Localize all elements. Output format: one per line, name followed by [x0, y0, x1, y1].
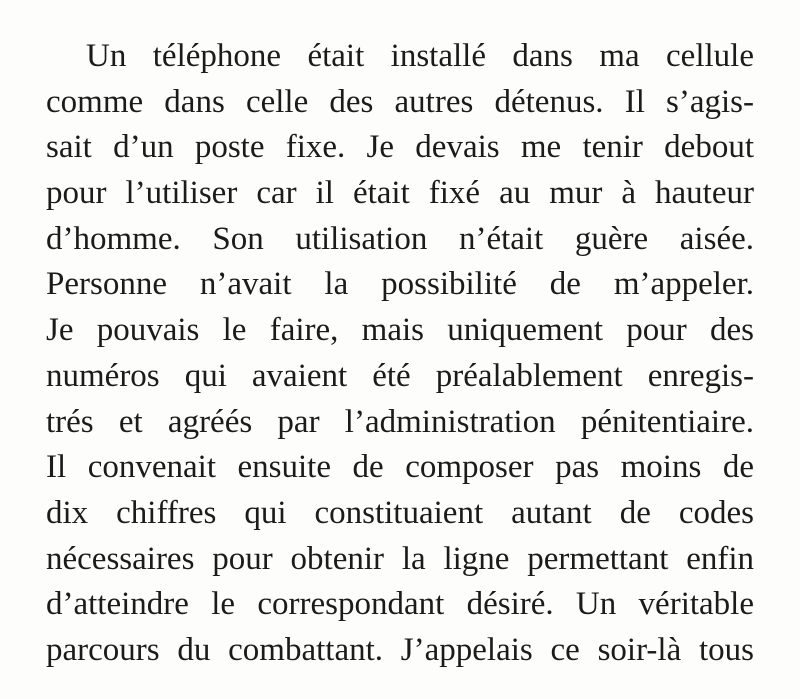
text-line: sait d’un poste fixe. Je devais me tenir debout [46, 129, 754, 166]
text-line: dix chiffres qui constituaient autant de codes [46, 494, 754, 531]
text-line: pour l’utiliser car il était fixé au mur à hauteur [46, 175, 754, 212]
text-line: Un téléphone était installé dans ma cellule [86, 38, 754, 74]
text-line: Personne n’avait la possibilité de m’appeler. [46, 266, 754, 303]
text-line: Il convenait ensuite de composer pas moins de [46, 449, 754, 486]
text-line: Je pouvais le faire, mais uniquement pour des [46, 312, 754, 349]
paragraph [46, 34, 754, 674]
text-line: trés et agréés par l’administration pénitentiaire. [46, 403, 754, 440]
text-line: d’atteindre le correspondant désiré. Un véritable [46, 586, 754, 623]
text-line: nécessaires pour obtenir la ligne permettant enfin [46, 540, 754, 577]
text-line: d’homme. Son utilisation n’était guère aisée. [46, 220, 754, 257]
text-line: comme dans celle des autres détenus. Il s’agis- [46, 83, 754, 120]
text-line: numéros qui avaient été préalablement enregis- [46, 357, 754, 394]
text-line: parcours du combattant. J’appelais ce soir-là tous [46, 631, 754, 668]
